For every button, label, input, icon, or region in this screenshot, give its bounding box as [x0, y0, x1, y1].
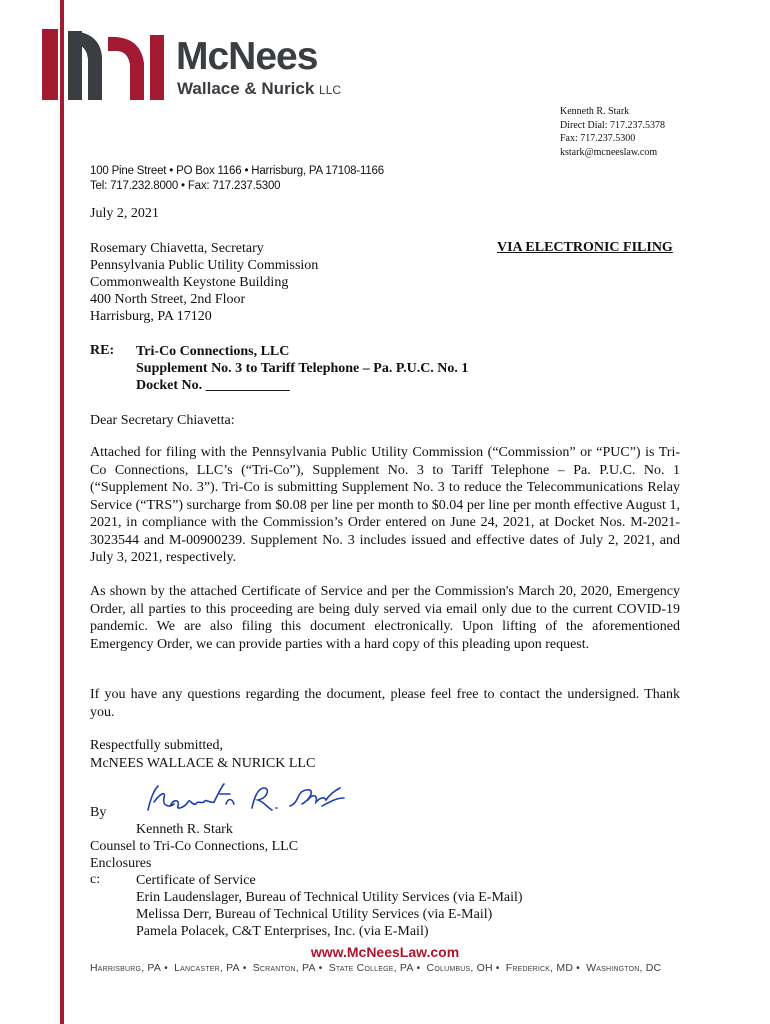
office-location: Lancaster, PA — [174, 962, 240, 974]
re-line-docket: Docket No. ____________ — [136, 378, 290, 393]
bullet-separator-icon: • — [318, 962, 323, 974]
bullet-separator-icon: • — [164, 962, 168, 974]
cc-item: Certificate of Service — [136, 873, 256, 888]
firm-name: McNees — [176, 35, 318, 78]
salutation: Dear Secretary Chiavetta: — [90, 413, 235, 428]
signer-block — [90, 821, 298, 872]
by-label: By — [90, 805, 107, 820]
sender-fax: Fax: 717.237.5300 — [560, 133, 636, 144]
recipient-building: Commonwealth Keystone Building — [90, 275, 289, 290]
office-location: Scranton, PA — [252, 962, 316, 974]
sender-name: Kenneth R. Stark — [560, 106, 630, 117]
sender-direct-dial: Direct Dial: 717.237.5378 — [560, 119, 665, 131]
footer-office-list — [90, 962, 682, 974]
office-location: Harrisburg, PA — [90, 962, 162, 974]
cc-item: Erin Laudenslager, Bureau of Technical Utility Services (via E-Mail) — [136, 890, 523, 905]
cc-label: c: — [90, 872, 101, 887]
recipient-org: Pennsylvania Public Utility Commission — [90, 258, 319, 273]
signer-name: Kenneth R. Stark — [136, 822, 233, 837]
closing-block — [90, 737, 315, 772]
closing-firm: McNEES WALLACE & NURICK LLC — [90, 755, 316, 771]
firm-address-line: 100 Pine Street • PO Box 1166 • Harrisburg, PA 17108-1166 — [90, 165, 384, 177]
bullet-separator-icon: • — [495, 962, 500, 974]
closing-respectfully: Respectfully submitted, — [90, 738, 223, 753]
office-location: Frederick, MD — [505, 962, 574, 974]
bullet-separator-icon: • — [242, 962, 247, 974]
cc-item: Melissa Derr, Bureau of Technical Utility Services (via E-Mail) — [136, 907, 493, 922]
office-location: Columbus, OH — [426, 962, 493, 974]
cc-list — [136, 872, 523, 940]
delivery-method: VIA ELECTRONIC FILING — [497, 240, 673, 255]
recipient-city: Harrisburg, PA 17120 — [90, 309, 212, 324]
recipient-name: Rosemary Chiavetta, Secretary — [90, 241, 264, 256]
enclosures-label: Enclosures — [90, 856, 152, 871]
office-location: Washington, DC — [586, 962, 662, 974]
letter-date: July 2, 2021 — [90, 206, 159, 221]
body-paragraph-1: Attached for filing with the Pennsylvania Public Utility Commission (“Commission” or “PUC”) is Tri-Co Connections, LLC’s (“Tri-Co”), Supplement No. 3 to Tariff Telephone – Pa. P.U.C. No. 1 (“Supplement No. 3”). Tri-Co is submitting Supplement No. 3 to reduce the Telecommunications Relay Service (“TRS”) surcharge from $0.08 per line per month to $0.04 per line per month effective August 1, 2021, in compliance with the Commission’s Order entered on June 24, 2021, at Docket Nos. M-2021-3023544 and M-00900239. Supplement No. 3 includes issued and effective dates of July 2, 2021, and July 3, 2021, respectively. — [90, 445, 680, 565]
cc-item: Pamela Polacek, C&T Enterprises, Inc. (via E-Mail) — [136, 924, 429, 939]
recipient-block — [90, 240, 318, 325]
left-border-rule — [60, 0, 64, 1024]
sender-email[interactable]: kstark@mcneeslaw.com — [560, 146, 658, 158]
firm-address — [90, 164, 384, 194]
body-paragraph-2: As shown by the attached Certificate of Service and per the Commission's March 20, 2020, Emergency Order, all parties to this proceeding are being duly served via email only due to the current COVID-19 pandemic. We are also filing this document electronically. Upon lifting of the aforementioned Emergency Order, we can provide parties with a hard copy of this pleading upon request. — [90, 584, 680, 652]
body-paragraph-3: If you have any questions regarding the document, please feel free to contact the undersigned. Thank you. — [90, 687, 680, 720]
firm-subname: Wallace & Nurick LLC — [177, 79, 342, 98]
re-line-supplement: Supplement No. 3 to Tariff Telephone – Pa. P.U.C. No. 1 — [136, 361, 469, 376]
footer-website-link[interactable]: www.McNeesLaw.com — [310, 944, 460, 960]
recipient-street: 400 North Street, 2nd Floor — [90, 292, 246, 307]
signer-title: Counsel to Tri-Co Connections, LLC — [90, 839, 299, 854]
re-label: RE: — [90, 343, 115, 358]
bullet-separator-icon: • — [416, 962, 421, 974]
handwritten-signature — [140, 780, 350, 820]
bullet-separator-icon: • — [576, 962, 580, 974]
sender-block — [560, 105, 665, 159]
re-line-company: Tri-Co Connections, LLC — [136, 344, 290, 359]
office-location: State College, PA — [328, 962, 414, 974]
re-subject — [136, 343, 468, 394]
firm-phone-line: Tel: 717.232.8000 • Fax: 717.237.5300 — [90, 180, 281, 192]
